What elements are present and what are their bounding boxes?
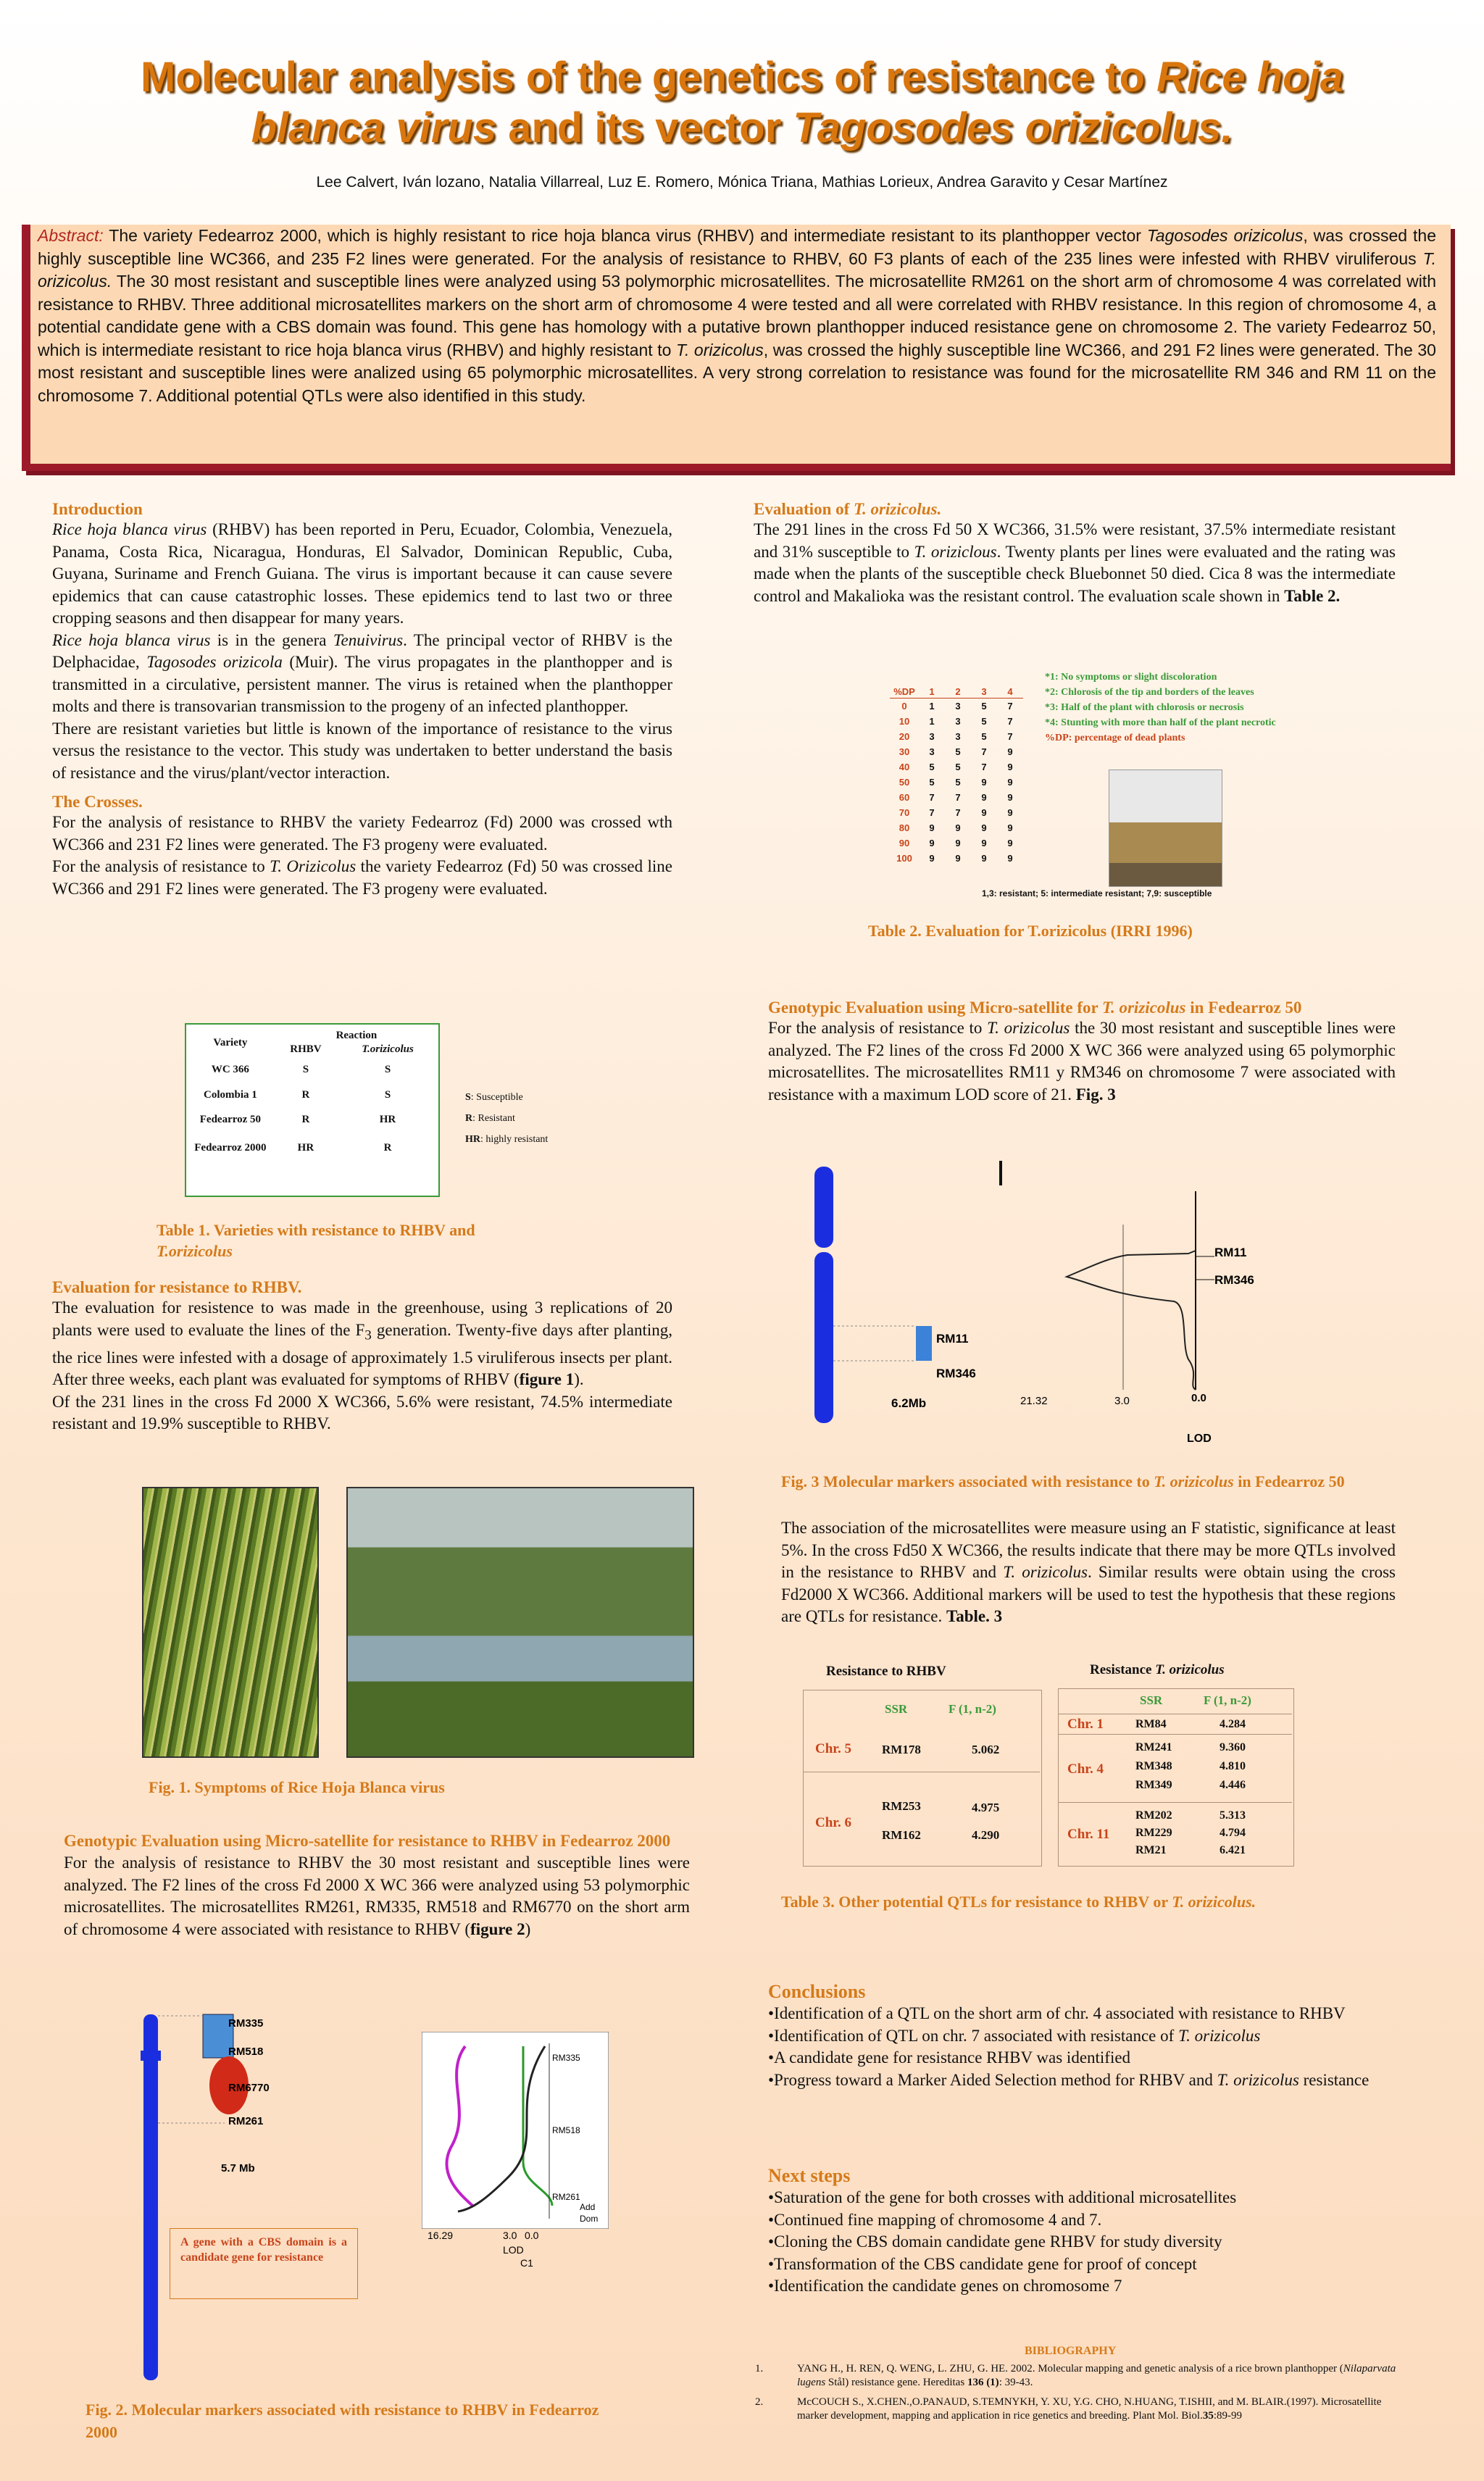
- chromosome4-bar: [143, 2014, 158, 2380]
- fig2-lod-frame: [422, 2032, 609, 2229]
- fig2-marker-rm518: RM518: [228, 2046, 264, 2058]
- table3-ssr: RM349: [1135, 1779, 1172, 1791]
- fig2-lod-axis-label: C1: [520, 2257, 533, 2269]
- fig3-marker-rm346: RM346: [936, 1367, 976, 1380]
- crosses-heading: The Crosses.: [52, 793, 143, 811]
- bib-number: 2.: [755, 2396, 764, 2408]
- eval-tor-section: [754, 500, 1396, 607]
- introduction-p2: Rice hoja blanca virus is in the genera Tenuivirus. The principal vector of RHBV is the Delphacidae, Tagosodes orizicola (Muir). The virus propagates in the planthopper and is transmitted in a circulative, persistent manner. The virus is retained when the planthopper molts and there is transovarian transmission to the progeny of an infected planthopper.: [52, 630, 673, 715]
- fig2-distance: 5.7 Mb: [221, 2162, 255, 2174]
- table1-legend: S: Susceptible R: Resistant HR: highly resistant: [465, 1092, 549, 1145]
- table-row: 30 3 5 7 9: [899, 746, 1013, 757]
- table3-f: 6.421: [1220, 1844, 1246, 1856]
- fig2-caption: Fig. 2. Molecular markers associated with resistance to RHBV in Fedearroz 2000: [86, 2401, 599, 2441]
- list-item: •Saturation of the gene for both crosses with additional microsatellites: [768, 2188, 1237, 2206]
- table3-chr: Chr. 11: [1067, 1827, 1110, 1842]
- abstract-text: Abstract: The variety Fedearroz 2000, which is highly resistant to rice hoja blanca virus (RHBV) and intermediate resistant to its planthopper vector Tagosodes orizicolus, was crossed the highly susceptible line WC366, and 235 F2 lines were generated. For the analysis of resistance to RHBV, 60 F3 plants of each of the 235 lines were infested with RHBV viruliferous T. orizicolus. The 30 most resistant and susceptible lines were analyzed using 53 polymorphic microsatellites. The microsatellite RM261 on the short arm of chromosome 4 was correlated with resistance to RHBV. Three additional microsatellites markers on the short arm of chromosome 4 were tested and all were correlated with RHBV resistance. In this region of chromosome 4, a potential candidate gene with a CBS domain was found. This gene has homology with a putative brown planthopper induced resistance gene on chromosome 2. The variety Fedearroz 50, which is intermediate resistant to rice hoja blanca virus (RHBV) and highly resistant to T. orizicolus, was crossed the highly susceptible line WC366, and 291 F2 lines were generated. The 30 most resistant and susceptible lines were analized using 65 polymorphic microsatellites. A very strong correlation to resistance was found for the microsatellite RM 346 and RM 11 on the chromosome 7. Additional potential QTLs were also identified in this study.: [38, 226, 1436, 405]
- table3-chr: Chr. 4: [1067, 1761, 1104, 1777]
- table1-caption: Table 1. Varieties with resistance to RHBV and T.orizicolus: [157, 1221, 475, 1260]
- table3-ssr: RM162: [882, 1828, 921, 1842]
- fig3-chr-label: 7: [814, 1396, 822, 1410]
- table2-header: %DP 1 2 3 4: [890, 685, 1023, 699]
- fig3-lod-rm11: RM11: [1214, 1246, 1247, 1259]
- fig2-lod-tick: 16.29: [428, 2230, 454, 2241]
- table3-f: 9.360: [1220, 1741, 1246, 1754]
- rice-leaves-photo: [142, 1487, 319, 1758]
- table1-cell: WC 366: [211, 1063, 249, 1075]
- table3-f: 4.794: [1220, 1827, 1246, 1839]
- introduction-p3: There are resistant varieties but little is known of the importance of resistance to the virus versus the resistance to the vector. This study was undertaken to better understand the basis of resistance and the virus/plant/vector interaction.: [52, 719, 672, 782]
- crosses-p1: For the analysis of resistance to RHBV the variety Fedearroz (Fd) 2000 was crossed wth WC366 and 231 F2 lines were generated. The F3 progeny were evaluated.: [52, 813, 672, 854]
- fig3-caption: Fig. 3 Molecular markers associated with resistance to T. orizicolus in Fedearroz 50: [781, 1472, 1345, 1490]
- eval-rhbv-p1: The evaluation for resistence to was made in the greenhouse, using 3 replications of 20 plants were used to evaluate the lines of the $F_3$ generation. Twenty-five days after planting, the rice lines were infested with a dosage of approximately 1.5 viruliferous insects per plant. After three weeks, each plant was evaluated for symptoms of RHBV (figure 1).: [52, 1298, 672, 1389]
- table3-f: 4.446: [1220, 1779, 1246, 1791]
- table3-left-header-ssr: SSR: [885, 1702, 908, 1716]
- table3-caption: Table 3. Other potential QTLs for resistance to RHBV or T. orizicolus.: [781, 1893, 1256, 1911]
- table1-cell: HR: [379, 1113, 396, 1125]
- table1-cell: R: [301, 1113, 310, 1125]
- fig1-caption: Fig. 1. Symptoms of Rice Hoja Blanca virus: [149, 1778, 445, 1796]
- fig2-marker-rm335: RM335: [228, 2017, 264, 2030]
- crosses-p2: For the analysis of resistance to T. Orizicolus the variety Fedearroz (Fd) 50 was crossed line WC366 and 291 F2 lines were generated. The F3 progeny were evaluated.: [52, 857, 672, 898]
- list-item: •Identification of QTL on chr. 7 associated with resistance of T. orizicolus: [768, 2026, 1261, 2045]
- table1-cell: S: [384, 1088, 391, 1101]
- table3-f: 4.284: [1220, 1718, 1246, 1730]
- table3-right-title: Resistance T. orizicolus: [1090, 1662, 1225, 1677]
- eval-tor-heading: Evaluation of T. orizicolus.: [754, 500, 942, 518]
- table3-f: 4.810: [1220, 1760, 1246, 1772]
- table3-left-title: Resistance to RHBV: [826, 1664, 946, 1679]
- list-item: •Progress toward a Marker Aided Selection method for RHBV and T. orizicolus resistance: [768, 2070, 1370, 2089]
- fig2-lod-axis-label: LOD: [503, 2244, 524, 2256]
- table3-f: 4.975: [972, 1801, 1000, 1814]
- table2: [890, 685, 1023, 866]
- table-row: 100 9 9 9 9: [896, 852, 1013, 864]
- authors: Lee Calvert, Iván lozano, Natalia Villarreal, Luz E. Romero, Mónica Triana, Mathias Lorieux, Andrea Garavito y Cesar Martínez: [316, 174, 1168, 191]
- chromosome7-upper: [814, 1167, 833, 1248]
- geno-rhbv-section: [64, 1830, 690, 1940]
- fig3-distance: 6.2Mb: [891, 1396, 927, 1410]
- introduction-section: [52, 500, 672, 900]
- table1-cell: S: [384, 1063, 391, 1075]
- table1-header-tor: T.orizicolus: [362, 1043, 414, 1055]
- greenhouse-photo: [346, 1487, 694, 1758]
- table3-f: 5.062: [972, 1743, 1000, 1756]
- geno-tor-section: [768, 998, 1396, 1106]
- table2-scale: 1,3: resistant; 5: intermediate resistant; 7,9: susceptible: [982, 888, 1212, 898]
- introduction-p1: Rice hoja blanca virus (RHBV) has been reported in Peru, Ecuador, Colombia, Venezuela, Panama, Costa Rica, Nicaragua, Honduras, El Salvador, Dominican Republic, Cuba, Guyana, Suriname and French Guiana. The virus is important because it can cause severe epidemics that can cause catastrophic losses. These epidemics tend to last two or three cropping seasons and then disappear for many years.: [52, 520, 672, 627]
- fig3-axis-label: LOD: [1187, 1433, 1212, 1445]
- geno-rhbv-p1: For the analysis of resistance to RHBV the 30 most resistant and susceptible lines were analyzed. The F2 lines of the cross Fd 2000 X WC 366 were analyzed using 53 polymorphic microsatellites. The microsatellites RM261, RM335, RM518 and RM6770 on the short arm of chromosome 4 were associated with resistance to RHBV (figure 2): [64, 1854, 690, 1938]
- table3-chr: Chr. 1: [1067, 1717, 1104, 1732]
- fig2-chromosome-map: [130, 2007, 377, 2391]
- fig2-lod-label: RM518: [552, 2125, 580, 2135]
- fig2-note: A gene with a CBS domain is a candidate gene for resistance: [170, 2228, 358, 2299]
- table3-ssr: RM253: [882, 1799, 921, 1813]
- table3-left-header-f: F (1, n-2): [949, 1702, 996, 1716]
- list-item: •Transformation of the CBS candidate gene for proof of concept: [768, 2254, 1197, 2273]
- next-steps-heading: Next steps: [768, 2165, 851, 2186]
- eval-rhbv-p2: Of the 231 lines in the cross Fd 2000 X WC366, 5.6% were resistant, 74.5% intermediate resistant and 19.9% susceptible to RHBV.: [52, 1392, 672, 1433]
- table1-cell: HR: [297, 1141, 314, 1154]
- list-item: •Continued fine mapping of chromosome 4 and 7.: [768, 2210, 1102, 2229]
- fig2-lod-tick: 3.0: [503, 2230, 517, 2241]
- fig3-marker-block: [916, 1326, 932, 1361]
- fig2-lod-axis-labels: [422, 2229, 609, 2272]
- table-row: 60 7 7 9 9: [899, 791, 1013, 803]
- table3-ssr: RM348: [1135, 1760, 1172, 1772]
- bib-ref-2: McCOUCH S., X.CHEN.,O.PANAUD, S.TEMNYKH, Y. XU, Y.G. CHO, N.HUANG, T.ISHII, and M. BLAIR.(1997). Microsatellite marker development, mapping and application in rice genetics and breeding. Plant Mol. Biol.35:89-99: [797, 2396, 1382, 2422]
- poster-title: Molecular analysis of the genetics of resistance to Rice hoja blanca virus and its vector Tagosodes orizicolus.: [141, 54, 1343, 151]
- table3-f: 4.290: [972, 1828, 1000, 1842]
- fig3-lod-curve: [1067, 1251, 1196, 1390]
- next-steps-section: [768, 2165, 1396, 2298]
- assoc-paragraph: The association of the microsatellites were measure using an F statistic, significance at least 5%. In the cross Fd50 X WC366, the results indicate that there may be more QTLs involved in the resistance to RHBV and T. orizicolus. Similar results were obtain using the cross Fd2000 X WC366. Additional markers will be used to test the hypothesis that these regions are QTLs for resistance. Table. 3: [781, 1519, 1396, 1625]
- fig3-tick: 0.0: [1191, 1392, 1206, 1404]
- eval-rhbv-heading: Evaluation for resistance to RHBV.: [52, 1278, 302, 1296]
- table3-ssr: RM178: [882, 1743, 921, 1756]
- table3-right-header-ssr: SSR: [1140, 1693, 1163, 1707]
- table2-caption: Table 2. Evaluation for T.orizicolus (IRRI 1996): [868, 922, 1193, 940]
- fig2-lod-side: Add: [580, 2202, 596, 2212]
- fig2-lod-side: Dom: [580, 2214, 599, 2224]
- eval-rhbv-section: [52, 1278, 672, 1435]
- bib-ref-1: YANG H., H. REN, Q. WENG, L. ZHU, G. HE. 2002. Molecular mapping and genetic analysis of a rice brown planthopper (Nilaparvata lugens Stål) resistance gene. Hereditas 136 (1): 39-43.: [797, 2363, 1396, 2388]
- fig3-lod-rm346: RM346: [1214, 1273, 1254, 1287]
- fig3-tick: 3.0: [1114, 1395, 1130, 1407]
- table1-header-variety: Variety: [213, 1036, 248, 1048]
- fig2-lod-label: RM335: [552, 2053, 580, 2063]
- table1-cell: Fedearroz 50: [199, 1113, 262, 1125]
- table1-cell: R: [301, 1088, 310, 1101]
- conclusions-heading: Conclusions: [768, 1981, 866, 2002]
- table-row: 80 9 9 9 9: [899, 822, 1013, 833]
- table3-left: [803, 1690, 1042, 1867]
- table1-cell: Colombia 1: [204, 1088, 257, 1101]
- table3-ssr: RM84: [1135, 1718, 1167, 1730]
- list-item: •A candidate gene for resistance RHBV was identified: [768, 2048, 1131, 2067]
- table1-cell: S: [302, 1063, 309, 1075]
- chromosome4-centromere: [141, 2051, 161, 2061]
- table3-chr: Chr. 5: [815, 1741, 851, 1756]
- fig3-chromosome-map: [804, 1156, 1283, 1461]
- bibliography-heading: BIBLIOGRAPHY: [1025, 2345, 1117, 2357]
- table2-notes: *1: No symptoms or slight discoloration *2: Chlorosis of the tip and borders of the leaves *3: Half of the plant with chlorosis or necrosis *4: Stunting with more than half of the plant necrotic %DP: percentage of dead plants: [1045, 672, 1276, 743]
- table-row: 0 1 3 5 7: [901, 700, 1013, 712]
- table3-chr: Chr. 6: [815, 1815, 851, 1830]
- table3-f: 5.313: [1220, 1809, 1246, 1822]
- table3-right-header-f: F (1, n-2): [1204, 1693, 1251, 1707]
- list-item: •Identification of a QTL on the short arm of chr. 4 associated with resistance to RHBV: [768, 2004, 1346, 2022]
- table-row: 40 5 5 7 9: [899, 761, 1013, 772]
- bib-number: 1.: [755, 2363, 764, 2374]
- table1-cell: R: [383, 1141, 392, 1154]
- introduction-heading: Introduction: [52, 500, 143, 518]
- table1-header-reaction: Reaction: [335, 1030, 378, 1041]
- fig2-lod-plot: [422, 2032, 609, 2229]
- table-row: 10 1 3 5 7: [899, 715, 1013, 727]
- table3-ssr: RM241: [1135, 1741, 1172, 1754]
- table3-ssr: RM229: [1135, 1827, 1172, 1839]
- geno-tor-p1: For the analysis of resistance to T. orizicolus the 30 most resistant and susceptible lines were analyzed. The F2 lines of the cross Fd 2000 X WC 366 were analyzed using 65 polymorphic microsatellites. The microsatellites RM11 y RM346 on chromosome 7 were associated with resistance with a maximum LOD score of 21. Fig. 3: [768, 1019, 1396, 1104]
- planthopper-evaluation-photo: [1109, 770, 1222, 887]
- table3-right: [1058, 1688, 1294, 1867]
- fig2-marker-rm6770: RM6770: [228, 2082, 270, 2094]
- table1-header-rhbv: RHBV: [290, 1043, 322, 1055]
- list-item: •Identification the candidate genes on chromosome 7: [768, 2277, 1122, 2295]
- fig2-marker-rm261: RM261: [228, 2115, 264, 2127]
- list-item: •Cloning the CBS domain candidate gene RHBV for study diversity: [768, 2232, 1222, 2251]
- table-row: 90 9 9 9 9: [899, 837, 1013, 848]
- table-row: 20 3 3 5 7: [899, 730, 1013, 742]
- table1: [185, 1023, 440, 1197]
- table-row: 50 5 5 9 9: [899, 776, 1013, 788]
- fig2-lod-label: RM261: [552, 2192, 580, 2202]
- table3-ssr: RM21: [1135, 1844, 1167, 1856]
- table1-cell: Fedearroz 2000: [194, 1141, 267, 1154]
- table3-ssr: RM202: [1135, 1809, 1172, 1822]
- fig2-lod-tick: 0.0: [525, 2230, 539, 2241]
- geno-tor-heading: Genotypic Evaluation using Micro-satellite for T. orizicolus in Fedearroz 50: [768, 998, 1302, 1017]
- conclusions-section: [768, 1981, 1396, 2091]
- fig3-tick: 21.32: [1020, 1395, 1048, 1407]
- eval-tor-p1: The 291 lines in the cross Fd 50 X WC366, 31.5% were resistant, 37.5% intermediate resistant and 31% susceptible to T. oriziclous. Twenty plants per lines were evaluated and the rating was made when the plants of the susceptible check Bluebonnet 50 died. Cica 8 was the intermediate control and Makalioka was the resistant control. The evaluation scale shown in Table 2.: [754, 520, 1396, 605]
- table-row: 70 7 7 9 9: [899, 806, 1013, 818]
- fig3-marker-rm11: RM11: [936, 1332, 969, 1346]
- geno-rhbv-heading: Genotypic Evaluation using Micro-satellite for resistance to RHBV in Fedearroz 2000: [64, 1832, 671, 1850]
